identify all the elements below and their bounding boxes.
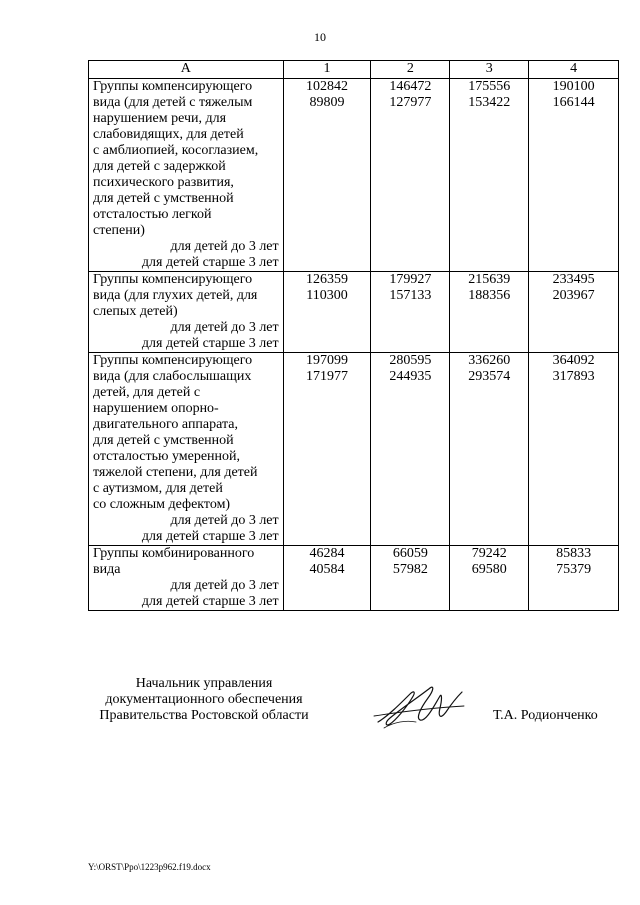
handwritten-signature — [370, 676, 470, 734]
age-group-label: для детей старше 3 лет — [141, 594, 279, 609]
cost-value: 69580 — [471, 562, 507, 577]
group-title-line: Группы комбинированного — [93, 546, 255, 561]
value-cell — [283, 79, 371, 272]
cost-value: 79242 — [471, 546, 507, 561]
cost-value: 244935 — [389, 369, 432, 384]
group-title-line: Группы компенсирующего — [93, 79, 253, 94]
value-cell — [529, 353, 619, 546]
group-title-line: для детей с задержкой — [93, 159, 226, 174]
group-title-line: отсталостью легкой — [93, 207, 212, 222]
cost-value: 102842 — [306, 79, 349, 94]
cost-value: 188356 — [468, 288, 511, 303]
value-cell — [283, 272, 371, 353]
group-description — [89, 79, 284, 272]
file-path: Y:\ORST\Ppo\1223p962.f19.docx — [88, 862, 211, 872]
group-title-line: степени) — [93, 223, 145, 238]
value-cell — [529, 79, 619, 272]
column-header: 4 — [529, 61, 619, 79]
cost-value: 127977 — [389, 95, 432, 110]
cost-value: 75379 — [556, 562, 592, 577]
column-header: А — [89, 61, 284, 79]
group-title-line: с амблиопией, косоглазием, — [93, 143, 259, 158]
age-group-label: для детей до 3 лет — [170, 513, 279, 528]
cost-value: 233495 — [552, 272, 595, 287]
cost-value: 126359 — [306, 272, 349, 287]
cost-value: 166144 — [552, 95, 595, 110]
value-cell — [283, 546, 371, 611]
cost-value: 171977 — [306, 369, 349, 384]
value-cell — [529, 546, 619, 611]
group-title-line: для детей с умственной — [93, 191, 234, 206]
cost-value: 66059 — [392, 546, 428, 561]
value-cell — [450, 546, 529, 611]
group-title-line: слабовидящих, для детей — [93, 127, 244, 142]
value-cell — [450, 79, 529, 272]
cost-value: 157133 — [389, 288, 432, 303]
cost-value: 153422 — [468, 95, 511, 110]
cost-value: 85833 — [556, 546, 592, 561]
group-title-line: нарушением опорно- — [93, 401, 219, 416]
cost-value: 46284 — [309, 546, 345, 561]
cost-value: 293574 — [468, 369, 511, 384]
cost-value: 336260 — [468, 353, 511, 368]
group-description — [89, 353, 284, 546]
tariff-table — [88, 60, 619, 611]
group-description — [89, 272, 284, 353]
table-header-row — [89, 61, 619, 79]
table-row — [89, 353, 619, 546]
cost-value: 110300 — [306, 288, 348, 303]
cost-value: 317893 — [552, 369, 595, 384]
age-group-label: для детей старше 3 лет — [141, 255, 279, 270]
position-line: Начальник управления — [135, 676, 273, 691]
position-line: документационного обеспечения — [105, 692, 303, 707]
cost-value: 203967 — [552, 288, 595, 303]
group-title-line: Группы компенсирующего — [93, 353, 253, 368]
value-cell — [371, 79, 450, 272]
table-row — [89, 79, 619, 272]
value-cell — [450, 272, 529, 353]
group-title-line: для детей с умственной — [93, 433, 234, 448]
group-title-line: вида (для детей с тяжелым — [93, 95, 253, 110]
value-cell — [450, 353, 529, 546]
table-row — [89, 546, 619, 611]
cost-value: 146472 — [389, 79, 432, 94]
group-title-line: вида (для слабослышащих — [93, 369, 252, 384]
cost-value: 175556 — [468, 79, 511, 94]
cost-value: 215639 — [468, 272, 511, 287]
value-cell — [371, 546, 450, 611]
column-header: 2 — [371, 61, 450, 79]
cost-value: 197099 — [306, 353, 349, 368]
value-cell — [283, 353, 371, 546]
cost-value: 57982 — [392, 562, 428, 577]
group-title-line: тяжелой степени, для детей — [93, 465, 258, 480]
signatory-position — [88, 676, 320, 724]
group-title-line: Группы компенсирующего — [93, 272, 253, 287]
table-body — [89, 79, 619, 611]
age-group-label: для детей старше 3 лет — [141, 529, 279, 544]
group-title-line: со сложным дефектом) — [93, 497, 231, 512]
value-cell — [371, 272, 450, 353]
cost-value: 190100 — [552, 79, 595, 94]
group-title-line: слепых детей) — [93, 304, 178, 319]
group-title-line: психического развития, — [93, 175, 234, 190]
cost-value: 40584 — [309, 562, 345, 577]
group-title-line: вида — [93, 562, 121, 577]
group-title-line: детей, для детей с — [93, 385, 201, 400]
column-header: 1 — [283, 61, 371, 79]
cost-value: 280595 — [389, 353, 432, 368]
cost-value: 364092 — [552, 353, 595, 368]
age-group-label: для детей до 3 лет — [170, 320, 279, 335]
group-description — [89, 546, 284, 611]
group-title-line: отсталостью умеренной, — [93, 449, 241, 464]
signer-name: Т.А. Родионченко — [493, 708, 598, 723]
group-title-line: нарушением речи, для — [93, 111, 227, 126]
table-row — [89, 272, 619, 353]
column-header: 3 — [450, 61, 529, 79]
age-group-label: для детей до 3 лет — [170, 239, 279, 254]
group-title-line: двигательного аппарата, — [93, 417, 238, 432]
position-line: Правительства Ростовской области — [99, 708, 309, 723]
group-title-line: вида (для глухих детей, для — [93, 288, 258, 303]
value-cell — [529, 272, 619, 353]
value-cell — [371, 353, 450, 546]
cost-value: 179927 — [389, 272, 432, 287]
age-group-label: для детей старше 3 лет — [141, 336, 279, 351]
cost-value: 89809 — [309, 95, 345, 110]
group-title-line: с аутизмом, для детей — [93, 481, 223, 496]
age-group-label: для детей до 3 лет — [170, 578, 279, 593]
page-number: 10 — [314, 30, 326, 44]
